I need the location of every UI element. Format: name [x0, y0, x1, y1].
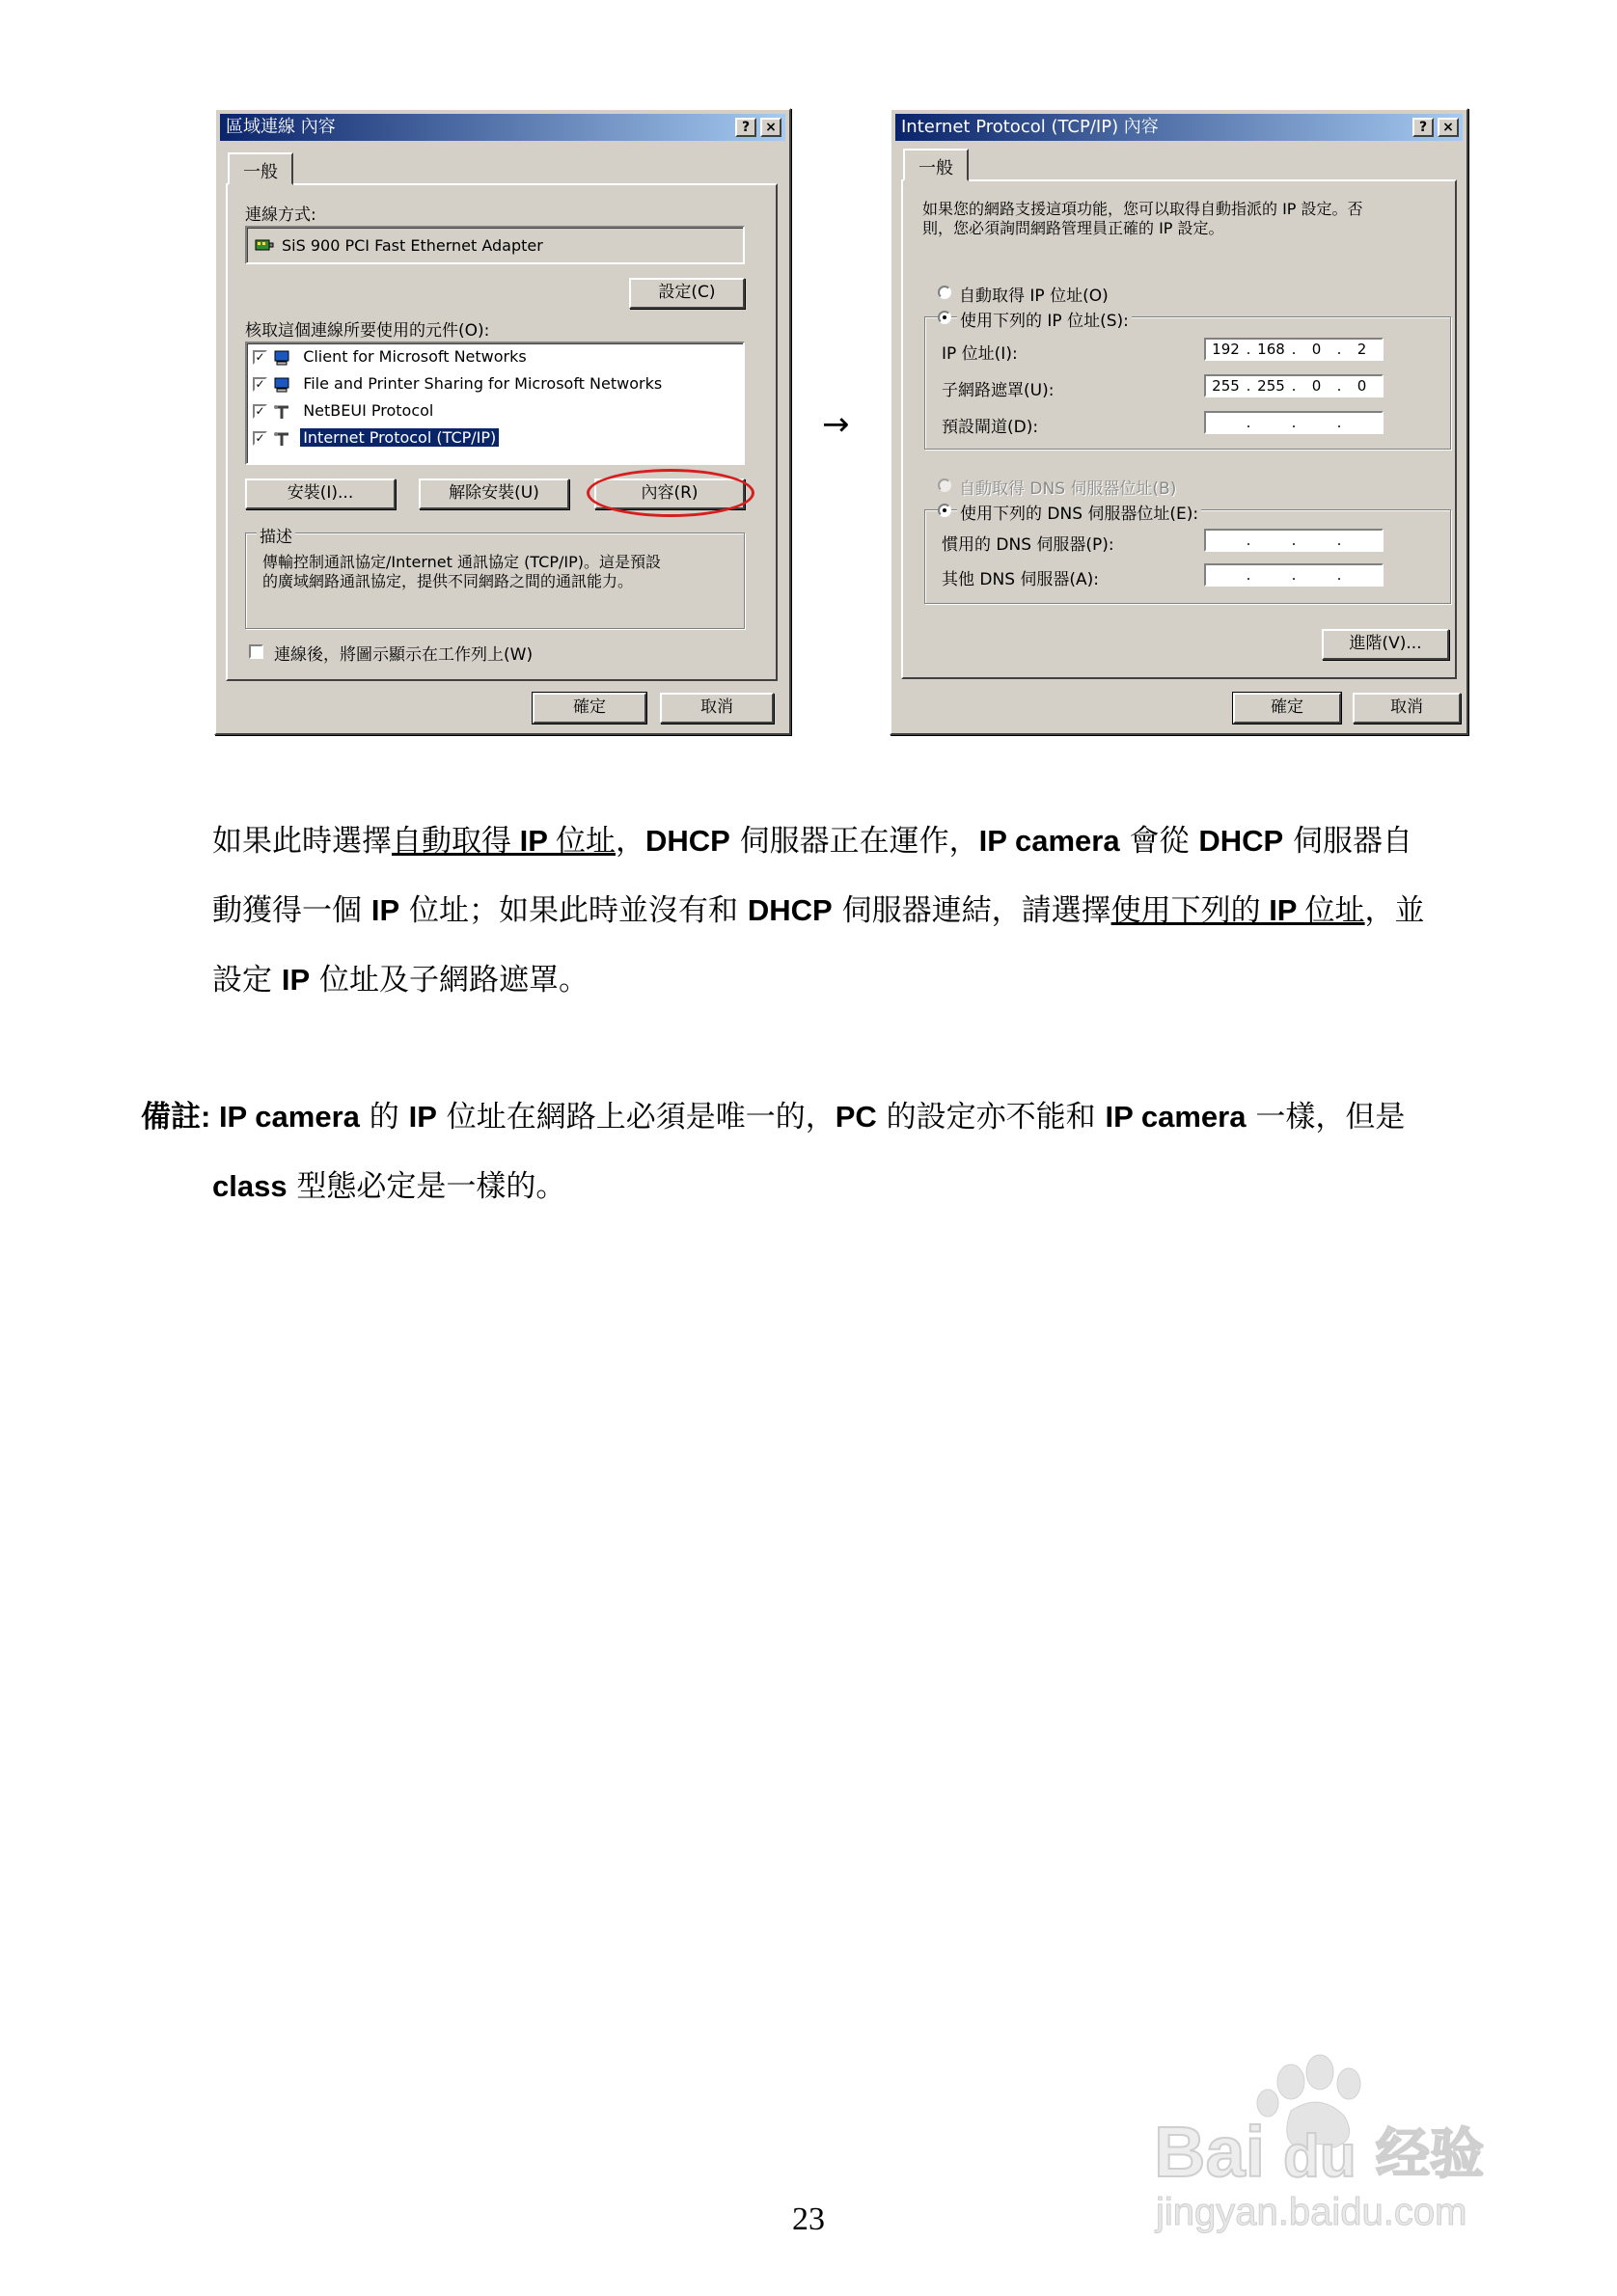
- manual-ip-radio[interactable]: [938, 311, 951, 324]
- underlined-term: [392, 824, 616, 859]
- alternate-dns-label: 其他 DNS 伺服器(A):: [942, 570, 1100, 589]
- text-run: 位址: [1304, 893, 1365, 928]
- description-text: 的廣域網路通訊協定，提供不同網路之間的通訊能力。: [262, 572, 634, 590]
- paragraph-line: [212, 945, 589, 1015]
- text-run: DHCP: [1198, 824, 1284, 858]
- subnet-mask-label: 子網路遮罩(U):: [942, 381, 1055, 400]
- protocol-icon: [272, 404, 291, 420]
- show-icon-label: 連線後，將圖示顯示在工作列上(W): [274, 645, 534, 665]
- list-item[interactable]: [253, 399, 436, 423]
- ip-address-field[interactable]: 192 . 168 . 0 . 2: [1204, 338, 1384, 361]
- text-run: IP: [511, 824, 556, 858]
- paragraph-line: [212, 806, 1412, 876]
- ip-octet: 192: [1212, 341, 1240, 358]
- dialog-title-bar[interactable]: [895, 114, 1463, 141]
- arrow-symbol: →: [822, 405, 850, 444]
- properties-button[interactable]: 內容(R): [594, 478, 745, 509]
- subnet-octet: 255: [1212, 377, 1240, 395]
- note-line: [212, 1152, 565, 1221]
- text-run: IP camera: [1105, 1100, 1247, 1134]
- configure-button[interactable]: 設定(C): [629, 278, 745, 309]
- cancel-button[interactable]: 取消: [1353, 693, 1461, 724]
- general-tab-panel: [901, 179, 1457, 679]
- preferred-dns-label: 慣用的 DNS 伺服器(P):: [942, 535, 1114, 555]
- text-run: IP: [1260, 893, 1305, 927]
- dialog-title: 區域連線 內容: [226, 117, 336, 137]
- auto-dns-label: 自動取得 DNS 伺服器位址(B): [959, 479, 1177, 499]
- note-label: 備註:: [141, 1100, 219, 1134]
- text-run: 的: [359, 1100, 409, 1134]
- adapter-field: [245, 226, 745, 264]
- uninstall-button[interactable]: 解除安裝(U): [419, 478, 569, 509]
- subnet-mask-field[interactable]: 255 . 255 . 0 . 0: [1204, 374, 1384, 397]
- cancel-button[interactable]: 取消: [660, 693, 774, 724]
- svg-text:Bai: Bai: [1154, 2112, 1266, 2192]
- text-run: 型態必定是一樣的。: [287, 1169, 566, 1204]
- text-run: 位址在網路上必須是唯一的，: [436, 1100, 836, 1134]
- text-run: 自動取得: [392, 824, 511, 859]
- close-button[interactable]: ×: [1438, 118, 1459, 137]
- components-list: [245, 342, 745, 465]
- help-button[interactable]: ?: [1412, 118, 1434, 137]
- ip-octet: 2: [1357, 341, 1367, 358]
- text-run: DHCP: [747, 893, 833, 927]
- auto-ip-radio[interactable]: [938, 286, 951, 299]
- tab-general[interactable]: [228, 152, 293, 185]
- text-run: class: [212, 1169, 288, 1203]
- general-tab-panel: [226, 183, 778, 681]
- text-run: 伺服器自: [1283, 824, 1413, 859]
- text-run: 伺服器正在運作，: [729, 824, 979, 859]
- text-run: ，並: [1364, 893, 1425, 928]
- text-run: IP: [281, 963, 311, 997]
- component-checkbox[interactable]: ✓: [253, 377, 267, 392]
- text-run: ，: [615, 824, 645, 859]
- list-item-selected[interactable]: [253, 426, 499, 450]
- network-adapter-icon: [255, 237, 274, 253]
- text-run: 如果此時選擇: [212, 824, 392, 859]
- text-run: 位址及子網路遮罩。: [310, 963, 589, 998]
- text-run: IP camera: [978, 824, 1120, 858]
- tab-general-label: 一般: [243, 162, 278, 182]
- svg-text:jingyan.baidu.com: jingyan.baidu.com: [1156, 2191, 1467, 2233]
- svg-text:经验: 经验: [1376, 2123, 1484, 2186]
- text-run: 設定: [212, 963, 282, 998]
- text-run: 會從: [1119, 824, 1199, 859]
- subnet-octet: 0: [1311, 377, 1322, 395]
- subnet-octet: 0: [1357, 377, 1367, 395]
- auto-dns-radio[interactable]: [938, 478, 951, 492]
- alternate-dns-field[interactable]: . . .: [1204, 563, 1384, 587]
- page-number: 23: [792, 2201, 825, 2237]
- dialog-title-bar[interactable]: [220, 114, 785, 141]
- text-run: 使用下列的: [1110, 893, 1261, 928]
- intro-text: 如果您的網路支援這項功能，您可以取得自動指派的 IP 設定。否: [922, 200, 1363, 218]
- manual-dns-radio[interactable]: [938, 504, 951, 517]
- baidu-jingyan-watermark-logo: [1146, 2043, 1522, 2236]
- ip-octet: 0: [1311, 341, 1322, 358]
- adapter-name: SiS 900 PCI Fast Ethernet Adapter: [282, 236, 543, 255]
- ok-button[interactable]: 確定: [533, 693, 646, 724]
- dialog-title: Internet Protocol (TCP/IP) 內容: [901, 117, 1159, 137]
- text-run: 一樣，但是: [1246, 1100, 1406, 1134]
- note-line: [141, 1082, 1405, 1152]
- text-run: IP: [408, 1100, 437, 1134]
- manual-ip-label: 使用下列的 IP 位址(S):: [957, 307, 1132, 331]
- component-label: Internet Protocol (TCP/IP): [300, 428, 499, 447]
- show-icon-checkbox[interactable]: [249, 644, 263, 659]
- tab-general-label: 一般: [918, 158, 953, 178]
- component-label: File and Printer Sharing for Microsoft Networks: [303, 374, 663, 393]
- text-run: 的設定亦不能和: [876, 1100, 1106, 1134]
- svg-text:du: du: [1283, 2123, 1357, 2190]
- description-text: 傳輸控制通訊協定/Internet 通訊協定 (TCP/IP)。這是預設: [262, 553, 661, 571]
- ip-octet: 168: [1257, 341, 1285, 358]
- text-run: 位址；如果此時並沒有和: [399, 893, 748, 928]
- install-button[interactable]: 安裝(I)...: [245, 478, 396, 509]
- component-checkbox[interactable]: ✓: [253, 404, 267, 419]
- intro-text: 則，您必須詢問網路管理員正確的 IP 設定。: [922, 219, 1224, 237]
- protocol-icon: [272, 431, 291, 447]
- text-run: PC: [835, 1100, 877, 1134]
- component-checkbox[interactable]: ✓: [253, 350, 267, 365]
- text-run: 位址: [555, 824, 616, 859]
- preferred-dns-field[interactable]: . . .: [1204, 529, 1384, 552]
- component-label: Client for Microsoft Networks: [303, 347, 527, 366]
- text-run: IP: [370, 893, 400, 927]
- description-group-label: 描述: [257, 523, 295, 547]
- close-button[interactable]: ×: [760, 118, 781, 137]
- default-gateway-label: 預設閘道(D):: [942, 418, 1039, 437]
- components-label: 核取這個連線所要使用的元件(O):: [245, 321, 490, 341]
- list-item[interactable]: [253, 372, 665, 396]
- computer-icon: [272, 377, 291, 393]
- tab-general[interactable]: [903, 149, 969, 181]
- highlight-ellipse: [587, 469, 754, 517]
- help-button[interactable]: ?: [735, 118, 756, 137]
- ok-button[interactable]: 確定: [1233, 693, 1341, 724]
- text-run: 伺服器連結，請選擇: [832, 893, 1111, 928]
- connect-using-label: 連線方式:: [245, 205, 316, 225]
- text-run: DHCP: [644, 824, 730, 858]
- underlined-term: [1111, 893, 1365, 928]
- ip-address-label: IP 位址(I):: [942, 344, 1018, 364]
- local-area-connection-dialog: [214, 108, 791, 735]
- paragraph-line: [212, 876, 1425, 945]
- component-checkbox[interactable]: ✓: [253, 431, 267, 446]
- component-label: NetBEUI Protocol: [303, 401, 434, 420]
- default-gateway-field[interactable]: . . .: [1204, 411, 1384, 434]
- text-run: IP camera: [218, 1100, 360, 1134]
- text-run: 動獲得一個: [212, 893, 371, 928]
- auto-ip-label: 自動取得 IP 位址(O): [959, 287, 1109, 306]
- computer-icon: [272, 350, 291, 366]
- tcpip-properties-dialog: [890, 108, 1468, 735]
- advanced-button[interactable]: 進階(V)...: [1322, 629, 1449, 660]
- manual-dns-label: 使用下列的 DNS 伺服器位址(E):: [957, 500, 1201, 524]
- list-item[interactable]: [253, 345, 530, 369]
- subnet-octet: 255: [1257, 377, 1285, 395]
